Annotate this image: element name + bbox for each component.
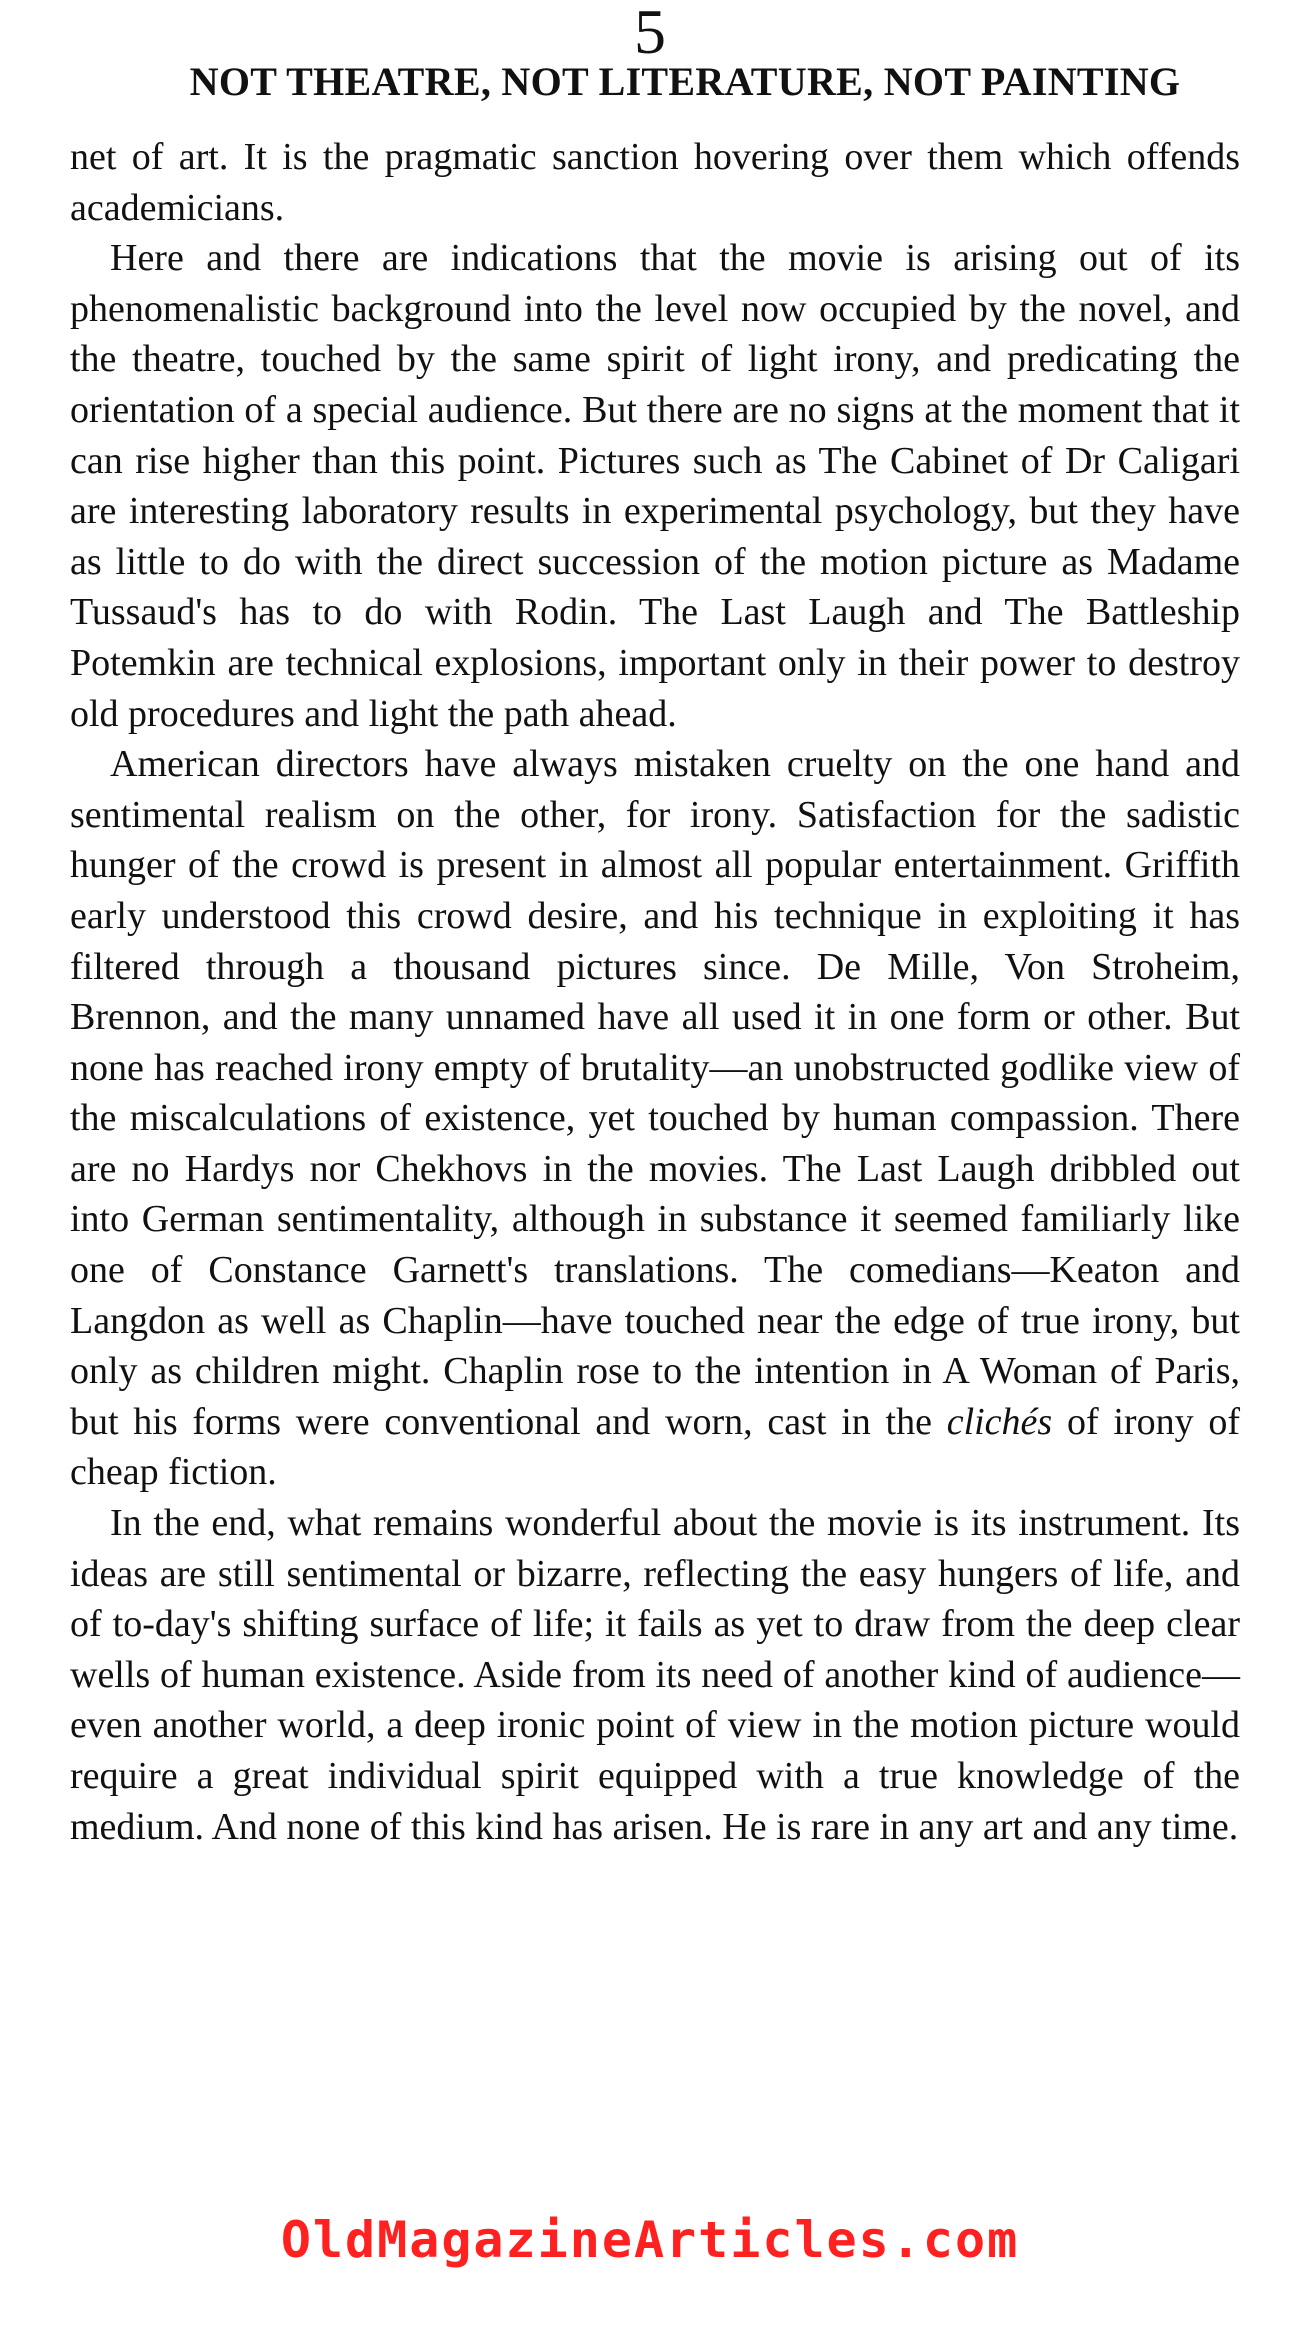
paragraph-conclusion: In the end, what remains wonderful about the movie is its instrument. Its ideas are still sentimental or bizarre, reflecting the easy hungers of life, and of to-day's shifting surface of life; it fails as yet to draw from the deep clear wells of human existence. Aside from its need of another kind of audience—even another world, a deep ironic point of view in the motion picture would require a great individual spirit equipped with a true knowledge of the medium. And none of this kind has arisen. He is rare in any art and any time. [70, 1502, 1240, 1848]
page-number: 5 [634, 0, 666, 67]
site-watermark: OldMagazineArticles.com [280, 2211, 1020, 2269]
running-head: NOT THEATRE, NOT LITERATURE, NOT PAINTING [189, 59, 1181, 104]
paragraph-text: of irony of cheap fiction. [70, 1400, 1240, 1494]
paragraph-continuation: net of art. It is the pragmatic sanction hovering over them which offends academicians. [70, 136, 1240, 229]
paragraph-text: American directors have always mistaken cruelty on the one hand and sentimental realism on the other, for irony. Satisfaction for the sadistic hunger of the crowd is present in almost all popular entertainment. Griffith early understood this crowd desire, and his technique in exploiting it has filtered through a thousand pictures since. De Mille, Von Stroheim, Brennon, and the many unnamed have all used it in one form or other. But none has reached irony empty of brutality—an unobstructed godlike view of the miscalculations of existence, yet touched by human compassion. There are no Hardys nor Chekhovs in the movies. The Last Laugh dribbled out into German sentimentality, although in substance it seemed familiarly like one of Constance Garnett's translations. The comedians—Keaton and Langdon as well as Chaplin—have touched near the edge of true irony, but only as children might. Chaplin rose to the intention in A Woman of Paris, but his forms were conventional and worn, cast in the [70, 743, 1240, 1443]
article-body [70, 132, 1240, 1852]
italic-term: clichés [946, 1400, 1053, 1443]
paragraph-movie-phenomenalism: Here and there are indications that the movie is arising out of its phenomenalistic background into the level now occupied by the novel, and the theatre, touched by the same spirit of light irony, and predicating the orientation of a special audience. But there are no signs at the moment that it can rise higher than this point. Pictures such as The Cabinet of Dr Caligari are interesting laboratory results in experimental psychology, but they have as little to do with the direct succession of the motion picture as Madame Tussaud's has to do with Rodin. The Last Laugh and The Battleship Potemkin are technical explosions, important only in their power to destroy old procedures and light the path ahead. [70, 237, 1240, 735]
paragraph-american-directors [70, 739, 1240, 1498]
